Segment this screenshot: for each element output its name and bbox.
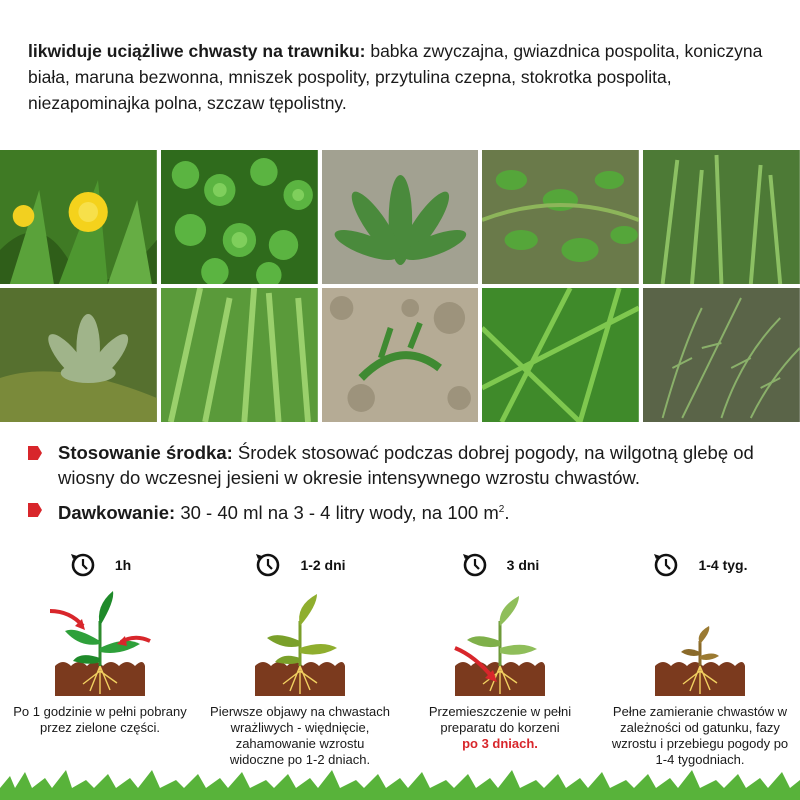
plant-dead-icon [645,586,755,696]
photo-chickweed [482,150,639,284]
dose-end: . [504,502,510,524]
photo-white-clover [161,150,318,284]
stage-time: 3 dni [506,557,540,573]
intro-weeds-list: babka zwyczajna, gwiazdnica pospolita, koniczyna biała, maruna bezwonna, mniszek pospolity, przytulina czepna, stokrotka pospolita, niezapominajka polna, szczaw tępolistny. [28,41,763,113]
weed-photo-grid [0,150,800,422]
clock-icon [652,551,680,579]
stage-head [0,548,200,582]
dose-label: Dawkowanie: [58,502,176,524]
dose-sup: 2 [498,504,505,515]
red-arrow-bullet-icon [28,503,42,517]
clock-icon [69,551,97,579]
usage-row [28,440,788,490]
stage-caption-text: Po 1 godzinie w pełni pobrany przez zielone części. [13,704,187,735]
stage-head [600,548,800,582]
usage-label: Stosowanie środka: [58,442,233,463]
intro-lead: likwiduje uciążliwe chwasty na trawniku: [28,41,366,61]
photo-cleavers-soil [322,288,479,422]
red-arrow-bullet-icon [28,446,42,460]
photo-dandelion [0,150,157,284]
photo-scentless-mayweed [643,288,800,422]
plant-roots-icon [445,586,555,696]
intro-paragraph [28,38,778,116]
clock-icon [461,551,489,579]
dose-text-block [58,497,509,525]
plant-wilting-icon [245,586,355,696]
photo-daisy-rosette [0,288,157,422]
stage-caption-highlight: po 3 dniach. [462,736,538,751]
grass-border-decoration [0,766,800,800]
plant-healthy-icon [45,586,155,696]
stage-caption-text: Pierwsze objawy na chwastach wrażliwych - więdnięcie, zahamowanie wzrostu widoczne po 1-2 dniach. [210,704,390,767]
stage-head [200,548,400,582]
stage-caption-text: Pełne zamieranie chwastów w zależności od gatunku, fazy wzrostu i przebiegu pogody po 1-4 tygodniach. [611,704,789,767]
photo-grass-plantain [643,150,800,284]
stage-caption [210,704,390,768]
action-timeline [0,548,800,768]
stage-time: 1-4 tyg. [698,557,748,573]
stage-caption-text: Przemieszczenie w pełni preparatu do korzeni [428,704,572,735]
stage-3 [400,548,600,768]
stage-2 [200,548,400,768]
stage-caption [10,704,190,736]
stage-head [400,548,600,582]
stage-caption [410,704,590,752]
usage-text: Środek stosować podczas dobrej pogody, na wilgotną glebę od wiosny do wczesnej jesieni w okresie intensywnego wzrostu chwastów. [58,442,754,488]
stage-time: 1-2 dni [300,557,346,573]
stage-caption [610,704,790,768]
clock-icon [254,551,282,579]
photo-galium [482,288,639,422]
dose-row [28,497,788,525]
usage-text-block [58,440,788,490]
stage-4 [600,548,800,768]
stage-1 [0,548,200,768]
dose-text: 30 - 40 ml na 3 - 4 litry wody, na 100 m [180,502,499,524]
photo-plantain [322,150,479,284]
application-section [28,440,788,532]
photo-dock-grass [161,288,318,422]
stage-time: 1h [114,557,132,573]
